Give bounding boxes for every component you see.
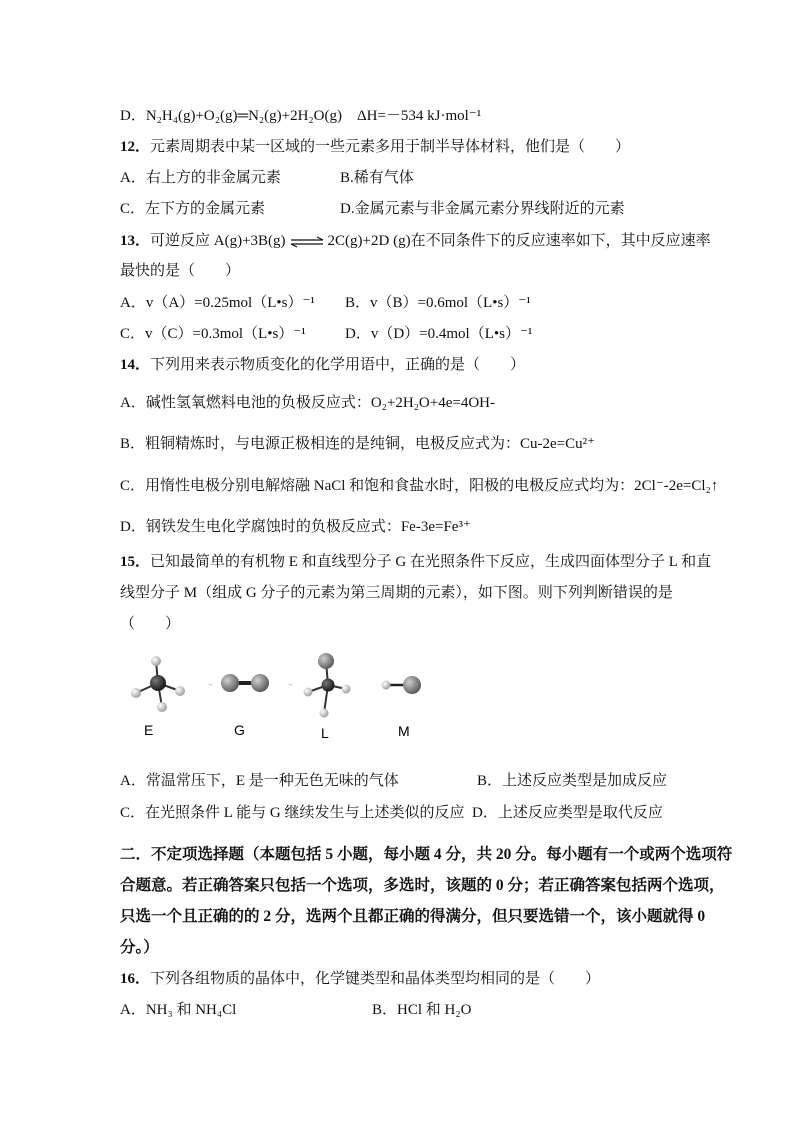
q14-stem-text: 下列用来表示物质变化的化学用语中，正确的是（ ） [150, 357, 526, 373]
q14-option-c: C．用惰性电极分别电解熔融 NaCl 和饱和食盐水时，阳极的电极反应式均为：2Cl⁻-2e=Cl₂↑ [120, 478, 719, 494]
q14-option-b: B．粗铜精炼时，与电源正极相连的是纯铜，电极反应式为：Cu-2e=Cu²⁺ [120, 436, 596, 452]
q13-option-a: A．v（A）=0.25mol（L•s）⁻¹ [120, 295, 315, 311]
label-l: L [321, 725, 329, 741]
q11-option-d: D．N₂H₄(g)+O₂(g)═N₂(g)+2H₂O(g) ΔH=－534 kJ·mol⁻¹ [120, 108, 482, 124]
q13-stem [120, 229, 711, 250]
section2-line3: 只选一个且正确的的 2 分，选两个且都正确的得满分，但只要选错一个，该小题就得 0 [120, 908, 706, 925]
q13-stem-line2: 最快的是（ ） [120, 263, 241, 279]
arrow-2-icon: → [286, 679, 294, 688]
q13-option-c: C．v（C）=0.3mol（L•s）⁻¹ [120, 326, 306, 342]
q16-option-a: A．NH₃ 和 NH₄Cl [120, 1002, 237, 1018]
q12-option-d: D.金属元素与非金属元素分界线附近的元素 [340, 201, 625, 217]
q15-stem-line2: 线型分子 M（组成 G 分子的元素为第三周期的元素），如下图。则下列判断错误的是 [120, 585, 673, 601]
section2-line4: 分。） [120, 939, 159, 956]
q12-number: 12． [120, 139, 151, 155]
q16-stem-text: 下列各组物质的晶体中，化学键类型和晶体类型均相同的是（ ） [150, 971, 601, 987]
q12-stem [120, 135, 630, 156]
q13-stem-pre: 可逆反应 A(g)+3B(g) [150, 233, 286, 249]
label-e: E [144, 722, 154, 738]
q13-option-b: B．v（B）=0.6mol（L•s）⁻¹ [345, 295, 531, 311]
q12-stem-text: 元素周期表中某一区域的一些元素多用于制半导体材料，他们是（ ） [150, 139, 631, 155]
q15-stem-line3: （ ） [120, 616, 181, 632]
q15-option-b: B．上述反应类型是加成反应 [477, 773, 668, 789]
molecule-g [221, 674, 269, 692]
section2-line1: 二．不定项选择题（本题包括 5 小题，每小题 4 分，共 20 分。每小题有一个或两个选项符 [120, 846, 733, 863]
section2-line2: 合题意。若正确答案只包括一个选项，多选时，该题的 0 分；若正确答案包括两个选项， [120, 877, 725, 894]
label-g: G [234, 722, 245, 738]
q15-stem-line1 [120, 550, 711, 571]
q14-stem [120, 353, 525, 374]
label-m: M [398, 723, 410, 739]
q15-option-a: A．常温常压下，E 是一种无色无味的气体 [120, 773, 399, 789]
molecule-l [304, 653, 351, 718]
q15-option-d: D．上述反应类型是取代反应 [472, 805, 663, 821]
molecule-m [382, 676, 422, 694]
q12-option-b: B.稀有气体 [340, 170, 414, 186]
q14-option-d: D．钢铁发生电化学腐蚀时的负极反应式：Fe-3e=Fe³⁺ [120, 519, 471, 535]
arrow-1-icon: → [206, 679, 214, 688]
q16-stem [120, 967, 600, 988]
q15-number: 15． [120, 554, 151, 570]
molecule-diagram [118, 645, 448, 745]
q15-option-c: C．在光照条件 L 能与 G 继续发生与上述类似的反应 [120, 805, 465, 821]
q12-option-c: C．左下方的金属元素 [120, 201, 266, 217]
q13-number: 13． [120, 233, 151, 249]
q14-number: 14． [120, 357, 151, 373]
q12-option-a: A．右上方的非金属元素 [120, 170, 281, 186]
q15-stem-text: 已知最简单的有机物 E 和直线型分子 G 在光照条件下反应，生成四面体型分子 L 和直 [150, 554, 712, 570]
q13-stem-post: 2C(g)+2D (g)在不同条件下的反应速率如下，其中反应速率 [327, 233, 711, 249]
molecule-e [131, 656, 185, 712]
q16-option-b: B．HCl 和 H₂O [372, 1002, 472, 1018]
q14-option-a: A．碱性氢氧燃料电池的负极反应式：O₂+2H₂O+4e=4OH- [120, 395, 495, 411]
q16-number: 16． [120, 971, 151, 987]
equilibrium-arrow-icon [290, 236, 324, 248]
q13-option-d: D．v（D）=0.4mol（L•s）⁻¹ [345, 326, 533, 342]
